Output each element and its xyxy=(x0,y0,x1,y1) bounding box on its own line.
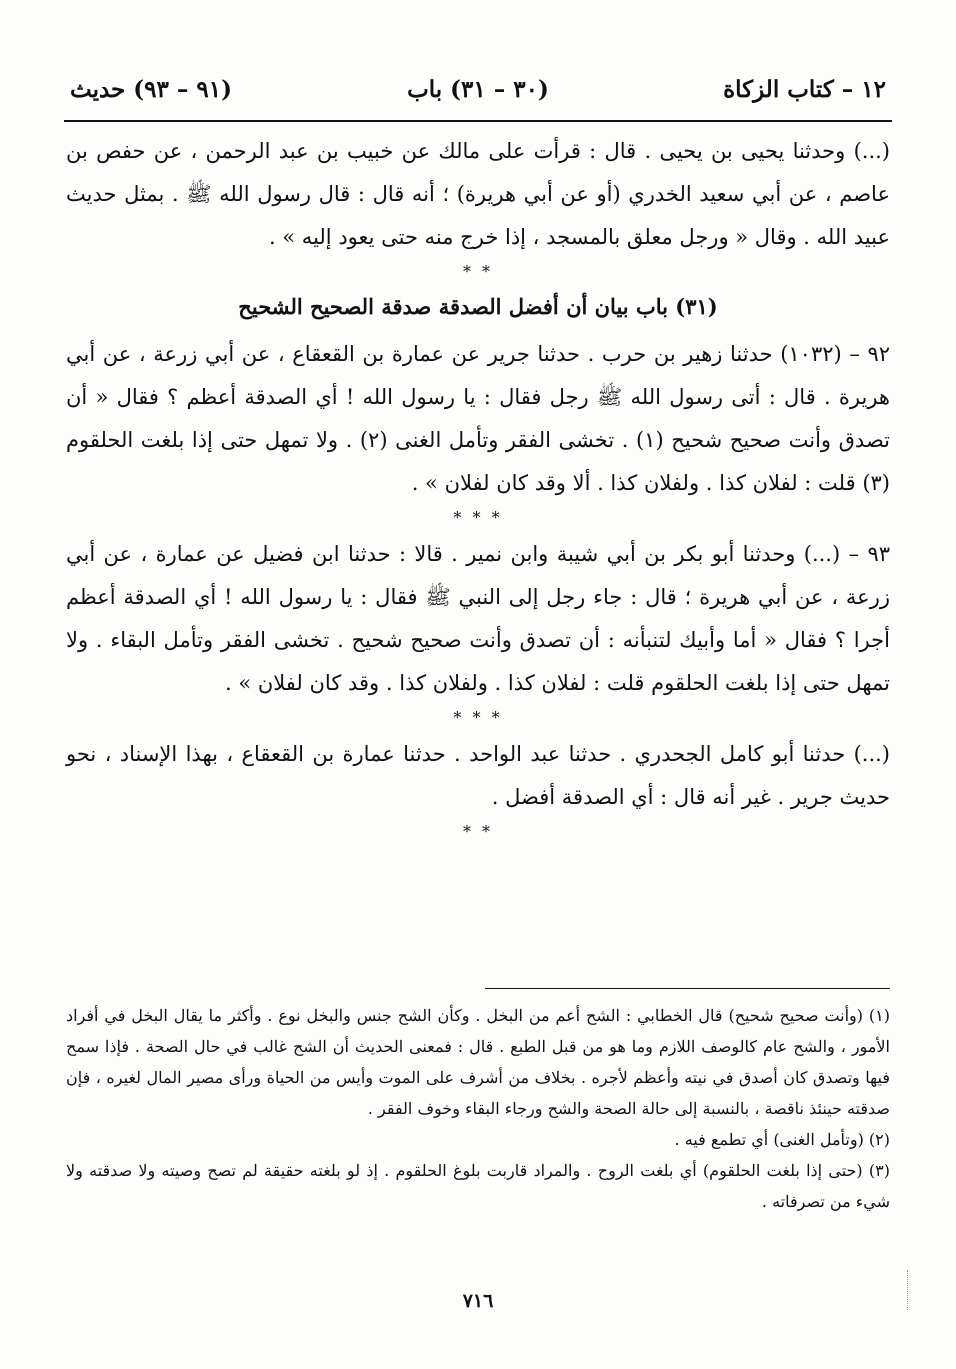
header-chapter-range: (٣٠ – ٣١) باب xyxy=(407,76,549,103)
main-text xyxy=(66,130,890,847)
header-rule xyxy=(64,120,892,122)
header-book-title: ١٢ – كتاب الزكاة xyxy=(723,76,886,103)
footnote-2: (٢) (وتأمل الغنى) أي تطمع فيه . xyxy=(674,1130,890,1149)
separator-stars-1: * * xyxy=(462,262,494,281)
page-number: ٧١٦ xyxy=(462,1290,494,1312)
hadith-paragraph-4: (...) حدثنا أبو كامل الجحدري . حدثنا عبد الواحد . حدثنا عمارة بن القعقاع ، بهذا الإسناد ، نحو حديث جرير . غير أنه قال : أي الصدقة أفضل . xyxy=(66,742,890,809)
chapter-heading: (٣١) باب بيان أن أفضل الصدقة صدقة الصحيح الشحيح xyxy=(238,294,718,319)
hadith-paragraph-1: (...) وحدثنا يحيى بن يحيى . قال : قرأت على مالك عن خبيب بن عبد الرحمن ، عن حفص بن عاصم ، عن أبي سعيد الخدري (أو عن أبي هريرة) ؛ أنه قال : قال رسول الله ﷺ . بمثل حديث عبيد الله . وقال « ورجل معلق بالمسجد ، إذا خرج منه حتى يعود إليه » . xyxy=(66,139,890,249)
running-header xyxy=(70,76,886,116)
hadith-paragraph-92: ٩٢ – (١٠٣٢) حدثنا زهير بن حرب . حدثنا جرير عن عمارة بن القعقاع ، عن أبي زرعة ، عن أبي هريرة . قال : أتى رسول الله ﷺ رجل فقال : يا رسول الله ! أي الصدقة أعظم ؟ فقال « أن تصدق وأنت صحيح شحيح (١) . تخشى الفقر وتأمل الغنى (٢) . ولا تمهل حتى إذا بلغت الحلقوم (٣) قلت : لفلان كذا . ولفلان كذا . ألا وقد كان لفلان » . xyxy=(66,342,891,495)
footnote-rule xyxy=(485,988,890,989)
footnote-3: (٣) (حتى إذا بلغت الحلقوم) أي بلغت الروح . والمراد قاربت بلوغ الحلقوم . إذ لو بلغته حقيقة لم تصح وصيته ولا صدقته ولا شيء من تصرفاته . xyxy=(66,1161,891,1211)
header-hadith-range: (٩١ – ٩٣) حديث xyxy=(70,76,233,103)
separator-stars-3: * * * xyxy=(453,708,503,727)
footnotes xyxy=(66,1000,890,1217)
separator-stars-4: * * xyxy=(462,822,494,841)
footnote-1: (١) (وأنت صحيح شحيح) قال الخطابي : الشح أعم من البخل . وكأن الشح جنس والبخل نوع . وأكثر ما يقال البخل في أفراد الأمور ، والشح عام كالوصف اللازم وما هو من قبل الطبع . قال : فمعنى الحديث أن الشح غالب في حال الصحة . فإذا سمح فيها وتصدق كان أصدق في نيته وأعظم لأجره . بخلاف من أشرف على الموت وأيس من الحياة ورأى مصير المال لغيره ، فإن صدقته حينئذ ناقصة ، بالنسبة إلى حالة الصحة والشح ورجاء البقاء وخوف الفقر . xyxy=(66,1006,890,1118)
separator-stars-2: * * * xyxy=(453,508,503,527)
hadith-paragraph-93: ٩٣ – (...) وحدثنا أبو بكر بن أبي شيبة وابن نمير . قالا : حدثنا ابن فضيل عن عمارة ، عن أبي زرعة ، عن أبي هريرة ؛ قال : جاء رجل إلى النبي ﷺ فقال : يا رسول الله ! أي الصدقة أعظم أجرا ؟ فقال « أما وأبيك لتنبأنه : أن تصدق وأنت صحيح شحيح . تخشى الفقر وتأمل البقاء . ولا تمهل حتى إذا بلغت الحلقوم قلت : لفلان كذا . ولفلان كذا . وقد كان لفلان » . xyxy=(66,542,890,695)
margin-mark xyxy=(905,1270,908,1310)
